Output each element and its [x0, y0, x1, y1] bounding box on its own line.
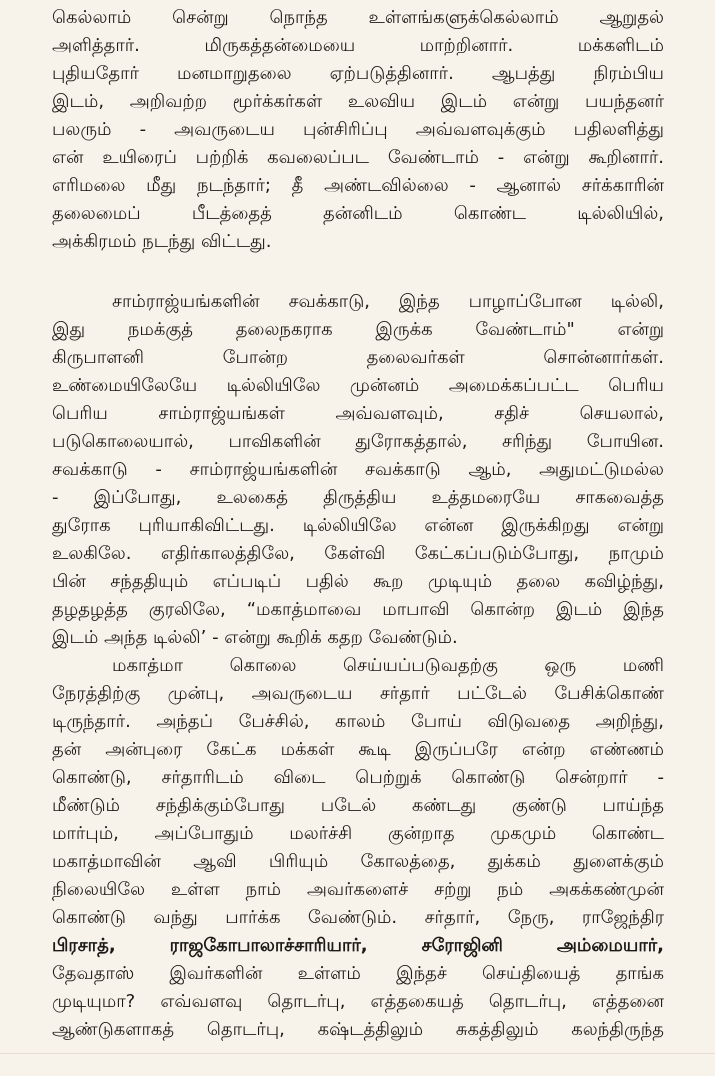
text-line: படுகொலையால், பாவிகளின் துரோகத்தால், சரிந்து போயின.: [52, 431, 664, 452]
text-line: - இப்போது, உலகைத் திருத்திய உத்தமரையே சாகவைத்த: [52, 487, 664, 508]
text-line: இடம் அந்த டில்லி’ - என்று கூறிக் கதற வேண்டும்.: [52, 627, 458, 648]
page-edge-divider: [0, 1053, 715, 1054]
text-line: உலகிலே. எதிர்காலத்திலே, கேள்வி கேட்கப்படும்போது, நாமும்: [52, 543, 664, 564]
text-line: மகாத்மாவின் ஆவி பிரியும் கோலத்தை, துக்கம் துளைக்கும்: [52, 851, 664, 872]
text-line: எரிமலை மீது நடந்தார்; தீ அண்டவில்லை - ஆனால் சர்க்காரின்: [52, 175, 664, 196]
text-line: பிரசாத், ராஜகோபாலாச்சாரியார், சரோஜினி அம்மையார்,: [52, 935, 664, 956]
paragraph-3: [52, 652, 664, 1044]
text-line: தலைமைப் பீடத்தைத் தன்னிடம் கொண்ட டில்லியில்,: [52, 203, 664, 224]
text-line: இடம், அறிவற்ற மூர்க்கர்கள் உலவிய இடம் என்று பயந்தனர்: [52, 91, 664, 112]
paragraph-1: [52, 4, 664, 256]
text-line: சவக்காடு - சாம்ராஜ்யங்களின் சவக்காடு ஆம், அதுமட்டுமல்ல: [52, 459, 664, 480]
text-line: சாம்ராஜ்யங்களின் சவக்காடு, இந்த பாழாப்போன டில்லி,: [112, 291, 664, 312]
text-line: கொண்டு, சர்தாரிடம் விடை பெற்றுக் கொண்டு சென்றார் -: [52, 767, 664, 788]
text-line: பின் சந்ததியும் எப்படிப் பதில் கூற முடியும் தலை கவிழ்ந்து,: [52, 571, 664, 592]
text-line: ஆண்டுகளாகத் தொடர்பு, கஷ்டத்திலும் சுகத்திலும் கலந்திருந்த: [52, 1019, 664, 1040]
text-line: அளித்தார். மிருகத்தன்மையை மாற்றினார். மக்களிடம்: [52, 35, 664, 56]
text-line: அக்கிரமம் நடந்து விட்டது.: [52, 231, 272, 252]
text-line: மீண்டும் சந்திக்கும்போது படேல் கண்டது குண்டு பாய்ந்த: [52, 795, 664, 816]
text-line: டிருந்தார். அந்தப் பேச்சில், காலம் போய் விடுவதை அறிந்து,: [52, 711, 664, 732]
text-line: தழதழத்த குரலிலே, “மகாத்மாவை மாபாவி கொன்ற இடம் இந்த: [52, 599, 664, 620]
text-line: உண்மையிலேயே டில்லியிலே முன்னம் அமைக்கப்பட்ட பெரிய: [52, 375, 664, 396]
text-line: மகாத்மா கொலை செய்யப்படுவதற்கு ஒரு மணி: [112, 655, 664, 676]
text-line: கெல்லாம் சென்று நொந்த உள்ளங்களுக்கெல்லாம் ஆறுதல்: [52, 7, 664, 28]
paragraph-2: [52, 288, 664, 652]
text-line: தேவதாஸ் இவர்களின் உள்ளம் இந்தச் செய்தியைத் தாங்க: [52, 963, 664, 984]
text-line: கொண்டு வந்து பார்க்க வேண்டும். சர்தார், நேரு, ராஜேந்திர: [52, 907, 664, 928]
text-line: என் உயிரைப் பற்றிக் கவலைப்பட வேண்டாம் - என்று கூறினார்.: [52, 147, 664, 168]
text-line: துரோக புரியாகிவிட்டது. டில்லியிலே என்ன இருக்கிறது என்று: [52, 515, 664, 536]
text-line: நிலையிலே உள்ள நாம் அவர்களைச் சற்று நம் அகக்கண்முன்: [52, 879, 664, 900]
text-line: முடியுமா? எவ்வளவு தொடர்பு, எத்தகையத் தொடர்பு, எத்தனை: [52, 991, 664, 1012]
text-line: புதியதோர் மனமாறுதலை ஏற்படுத்தினார். ஆபத்து நிரம்பிய: [52, 63, 664, 84]
text-line: பெரிய சாம்ராஜ்யங்கள் அவ்வளவும், சதிச் செயலால்,: [52, 403, 664, 424]
text-line: கிருபாளனி போன்ற தலைவர்கள் சொன்னார்கள்.: [52, 347, 664, 368]
text-line: மார்பும், அப்போதும் மலர்ச்சி குன்றாத முகமும் கொண்ட: [52, 823, 664, 844]
text-line: தன் அன்புரை கேட்க மக்கள் கூடி இருப்பரே என்ற எண்ணம்: [52, 739, 664, 760]
text-line: இது நமக்குத் தலைநகராக இருக்க வேண்டாம்" என்று: [52, 319, 664, 340]
text-line: நேரத்திற்கு முன்பு, அவருடைய சர்தார் பட்டேல் பேசிக்கொண்: [52, 683, 664, 704]
text-line: பலரும் - அவருடைய புன்சிரிப்பு அவ்வளவுக்கும் பதிலளித்து: [52, 119, 664, 140]
